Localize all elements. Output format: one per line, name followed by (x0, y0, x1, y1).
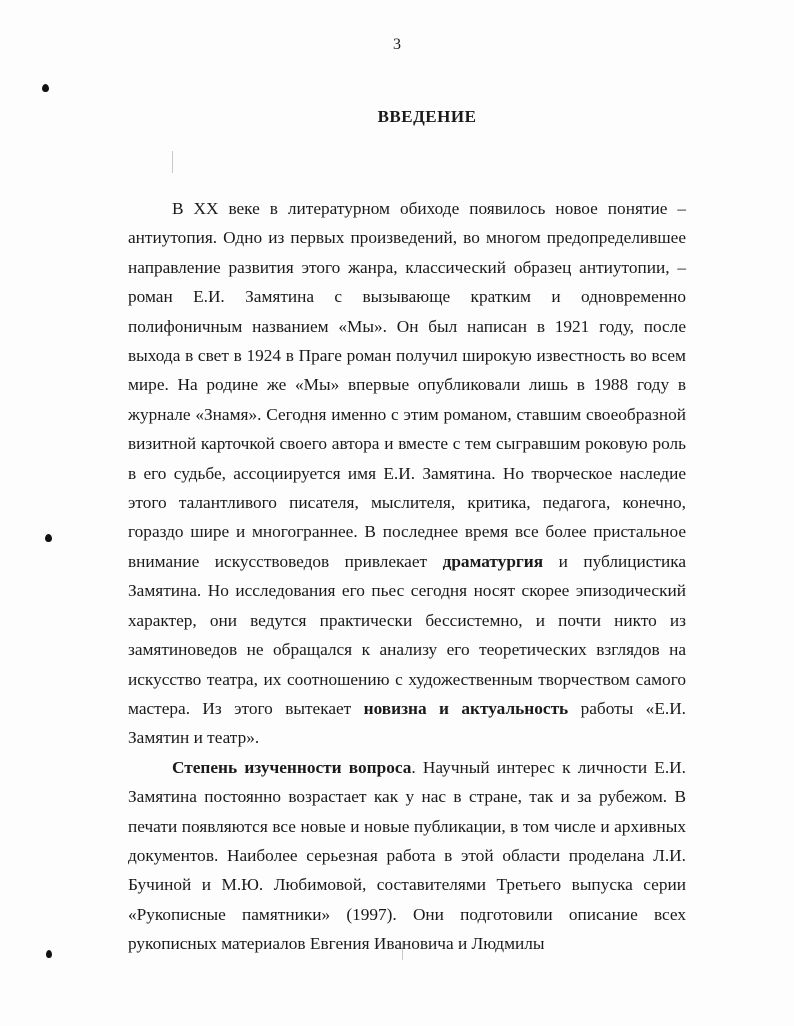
text-run: и публицистика Замятина. Но исследования его пьес сегодня носят скорее эпизодический характер, они ведутся практически бессистемно, и почти никто из замятиноведов не обращался к анализу его теоретических взглядов на искусство театра, их соотношению с художественным творчеством самого мастера. Из этого вытекает (128, 551, 686, 718)
binding-hole-mark (42, 84, 49, 92)
page-number: 3 (393, 36, 401, 53)
body-text (128, 194, 686, 959)
text-run: В XX веке в литературном обиходе появилось новое понятие – антиутопия. Одно из первых произведений, во многом предопределившее направление развития этого жанра, классический образец антиутопии, – роман Е.И. Замятина с вызывающе кратким и одновременно полифоничным названием «Мы». Он был написан в 1921 году, после выхода в свет в 1924 в Праге роман получил широкую известность во всем мире. На родине же «Мы» впервые опубликовали лишь в 1988 году в журнале «Знамя». Сегодня именно с этим романом, ставшим своеобразной визитной карточкой своего автора и вместе с тем сыгравшим роковую роль в его судьбе, ассоциируется имя Е.И. Замятина. Но творческое наследие этого талантливого писателя, мыслителя, критика, педагога, конечно, гораздо шире и многограннее. В последнее время все более пристальное внимание искусствоведов привлекает (128, 199, 686, 571)
scan-artifact (172, 151, 173, 173)
text-run: работы «Е.И. Замятин и театр». (128, 698, 687, 748)
text-run: . Научный интерес к личности Е.И. Замятина постоянно возрастает как у нас в стране, так и за рубежом. В печати появляются все новые и новые публикации, в том числе и архивных документов. Наиболее серьезная работа в этой области проделана Л.И. Бучиной и М.Ю. Любимовой, составителями Третьего выпуска серии «Рукописные памятники» (1997). Они подготовили описание всех рукописных материалов Евгения Ивановича и Людмилы (128, 757, 686, 954)
bold-term-novelty: новизна и актуальность (363, 698, 569, 718)
bold-term-research-degree: Степень изученности вопроса (172, 757, 412, 777)
paragraph-intro (128, 194, 686, 753)
paragraph-research-status (128, 753, 686, 959)
binding-hole-mark (46, 950, 52, 958)
section-title: ВВЕДЕНИЕ (377, 107, 477, 126)
binding-hole-mark (45, 534, 52, 542)
bold-term-dramaturgy: драматургия (442, 551, 544, 571)
